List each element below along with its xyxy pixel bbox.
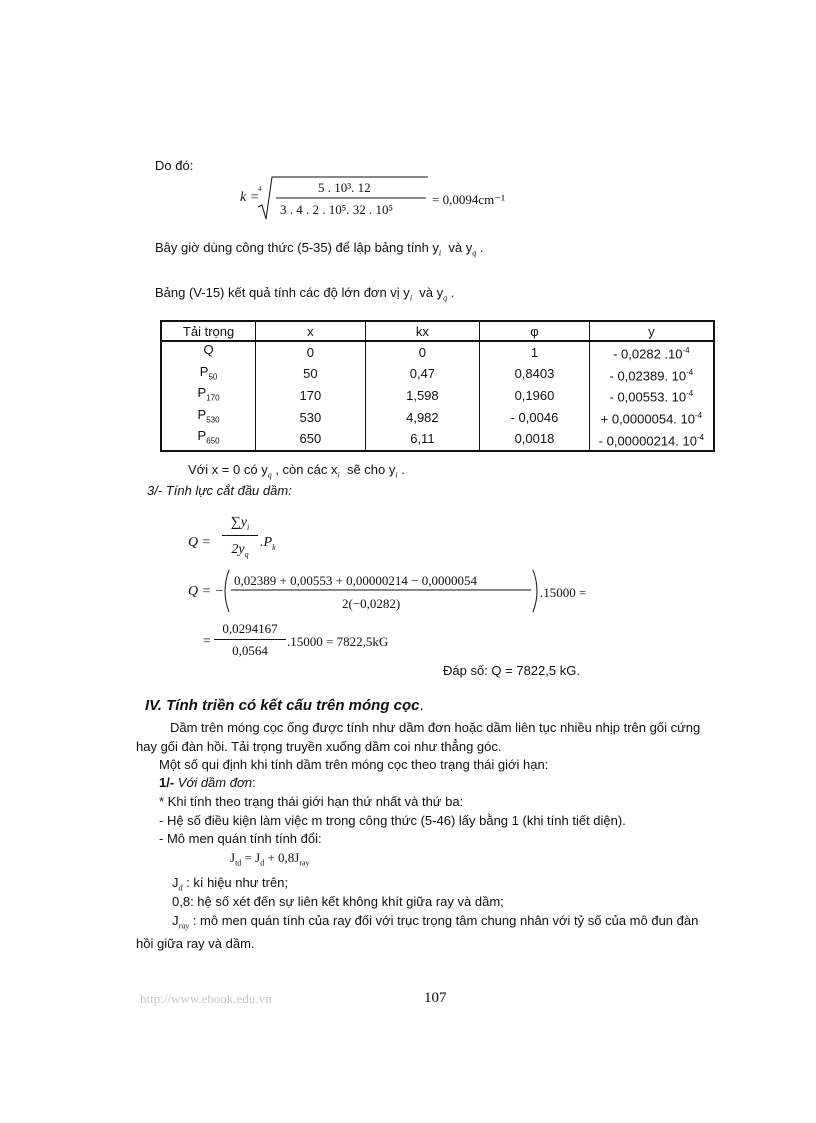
cell-load: $P_{530}$ [161, 407, 256, 429]
page-number: 107 [424, 990, 447, 1006]
bullet-line: * Khi tính theo trạng thái giới hạn thứ nhất và thứ ba: [159, 794, 464, 809]
cell-phi: 0,8403 [480, 364, 590, 386]
table-row [161, 407, 714, 429]
table-row [161, 341, 714, 364]
col-header-y: y [589, 321, 714, 341]
results-table [160, 320, 715, 452]
q3-denominator: 0,0564 [232, 643, 268, 658]
after-table-text: Với x = 0 có $y_q$ , còn các $x_i$ sẽ cho $y_i$ . [188, 462, 405, 480]
q1-lhs: Q = [188, 535, 212, 550]
table-row [161, 385, 714, 407]
cell-load: Q [161, 341, 256, 364]
k-formula-root-index: 4 [258, 185, 262, 193]
para-table-caption: Bảng (V-15) kết quả tính các độ lớn đơn vị $y_i$ và $y_q$ . [155, 285, 455, 303]
table-header-row [161, 321, 714, 341]
col-header-load: Tải trọng [161, 321, 256, 341]
cell-x: 530 [256, 407, 366, 429]
j-formula: $J_{td} = J_d + 0,8J_{ray}$ [230, 850, 310, 868]
k-formula-numerator: 5 . 10³. 12 [318, 180, 371, 195]
cell-kx: 1,598 [365, 385, 480, 407]
table-row [161, 364, 714, 386]
cell-load: $P_{170}$ [161, 385, 256, 407]
definition-line: $J_{ray}$ : mô men quán tính của ray đối với trục trọng tâm chung nhân với tỷ số của mô đun đàn [172, 913, 699, 931]
dash-line: - Mô men quán tính tính đổi: [159, 831, 322, 846]
dash-line: - Hệ số điều kiện làm việc m trong công thức (5-46) lấy bằng 1 (khi tính tiết diện). [159, 813, 626, 828]
col-header-kx: kx [365, 321, 480, 341]
cell-y: - 0,02389. $10^{-4}$ [589, 364, 714, 386]
q2-denominator: 2(−0,0282) [342, 596, 401, 611]
table-row [161, 428, 714, 451]
section3-title: 3/- Tính lực cắt đầu dầm: [147, 483, 292, 498]
q3-tail: .15000 = 7822,5kG [287, 634, 389, 649]
k-formula-lhs: k = [240, 190, 260, 205]
answer-line: Đáp số: Q = 7822,5 kG. [443, 663, 580, 678]
cell-y: - 0,0282 $.10^{-4}$ [589, 341, 714, 364]
footer-url: http://www.ebook.edu.vn [140, 991, 272, 1006]
q1-tail: $.P_k$ [260, 535, 276, 552]
item1-heading: 1/- Với dầm đơn: [159, 775, 256, 790]
definition-line: 0,8: hệ số xét đến sự liên kết không khít giữa ray và dầm; [172, 894, 504, 909]
paragraph-line: Dầm trên móng cọc ống được tính như dầm đơn hoặc dầm liên tục nhiều nhịp trên gối cứng [170, 720, 701, 735]
q1-numerator: $\sum y_i$ [222, 515, 258, 536]
q2-tail: .15000 = [540, 585, 587, 600]
cell-y: + 0,0000054. $10^{-4}$ [589, 407, 714, 429]
q3-numerator: 0,0294167 [214, 621, 286, 640]
cell-kx: 0,47 [365, 364, 480, 386]
intro-label: Do đó: [155, 158, 194, 173]
paragraph-line: hay gối đàn hồi. Tải trọng truyền xuống dầm coi như thẳng góc. [136, 739, 502, 754]
cell-x: 650 [256, 428, 366, 451]
definition-line: hồi giữa ray và dầm. [136, 936, 255, 951]
cell-phi: 0,1960 [480, 385, 590, 407]
cell-y: - 0,00553. $10^{-4}$ [589, 385, 714, 407]
cell-phi: 1 [480, 341, 590, 364]
q1-denominator: $2y_q$ [231, 542, 249, 559]
q2-lhs: Q = − [188, 584, 225, 599]
definition-line: $J_d$ : kí hiệu như trên; [172, 875, 289, 893]
section4-title: IV. Tính triền có kết cấu trên móng cọc. [145, 697, 424, 714]
k-formula-denominator: 3 . 4 . 2 . 10⁵. 32 . 10⁵ [280, 202, 394, 217]
paragraph-line: Một số qui định khi tính dầm trên móng cọc theo trạng thái giới hạn: [159, 757, 549, 772]
cell-x: 50 [256, 364, 366, 386]
cell-load: $P_{650}$ [161, 428, 256, 451]
cell-load: $P_{50}$ [161, 364, 256, 386]
q3-lhs: = [203, 634, 211, 649]
cell-phi: - 0,0046 [480, 407, 590, 429]
cell-x: 170 [256, 385, 366, 407]
cell-kx: 6,11 [365, 428, 480, 451]
q2-numerator: 0,02389 + 0,00553 + 0,00000214 − 0,0000054 [234, 573, 477, 588]
cell-x: 0 [256, 341, 366, 364]
col-header-phi: φ [480, 321, 590, 341]
cell-phi: 0,0018 [480, 428, 590, 451]
k-formula-result: = 0,0094cm⁻¹ [432, 192, 505, 207]
cell-kx: 4,982 [365, 407, 480, 429]
col-header-x: x [256, 321, 366, 341]
cell-y: - 0,00000214. $10^{-4}$ [589, 428, 714, 451]
cell-kx: 0 [365, 341, 480, 364]
para-table-formula: Bây giờ dùng công thức (5-35) để lập bảng tính $y_i$ và $y_q$ . [155, 240, 484, 258]
